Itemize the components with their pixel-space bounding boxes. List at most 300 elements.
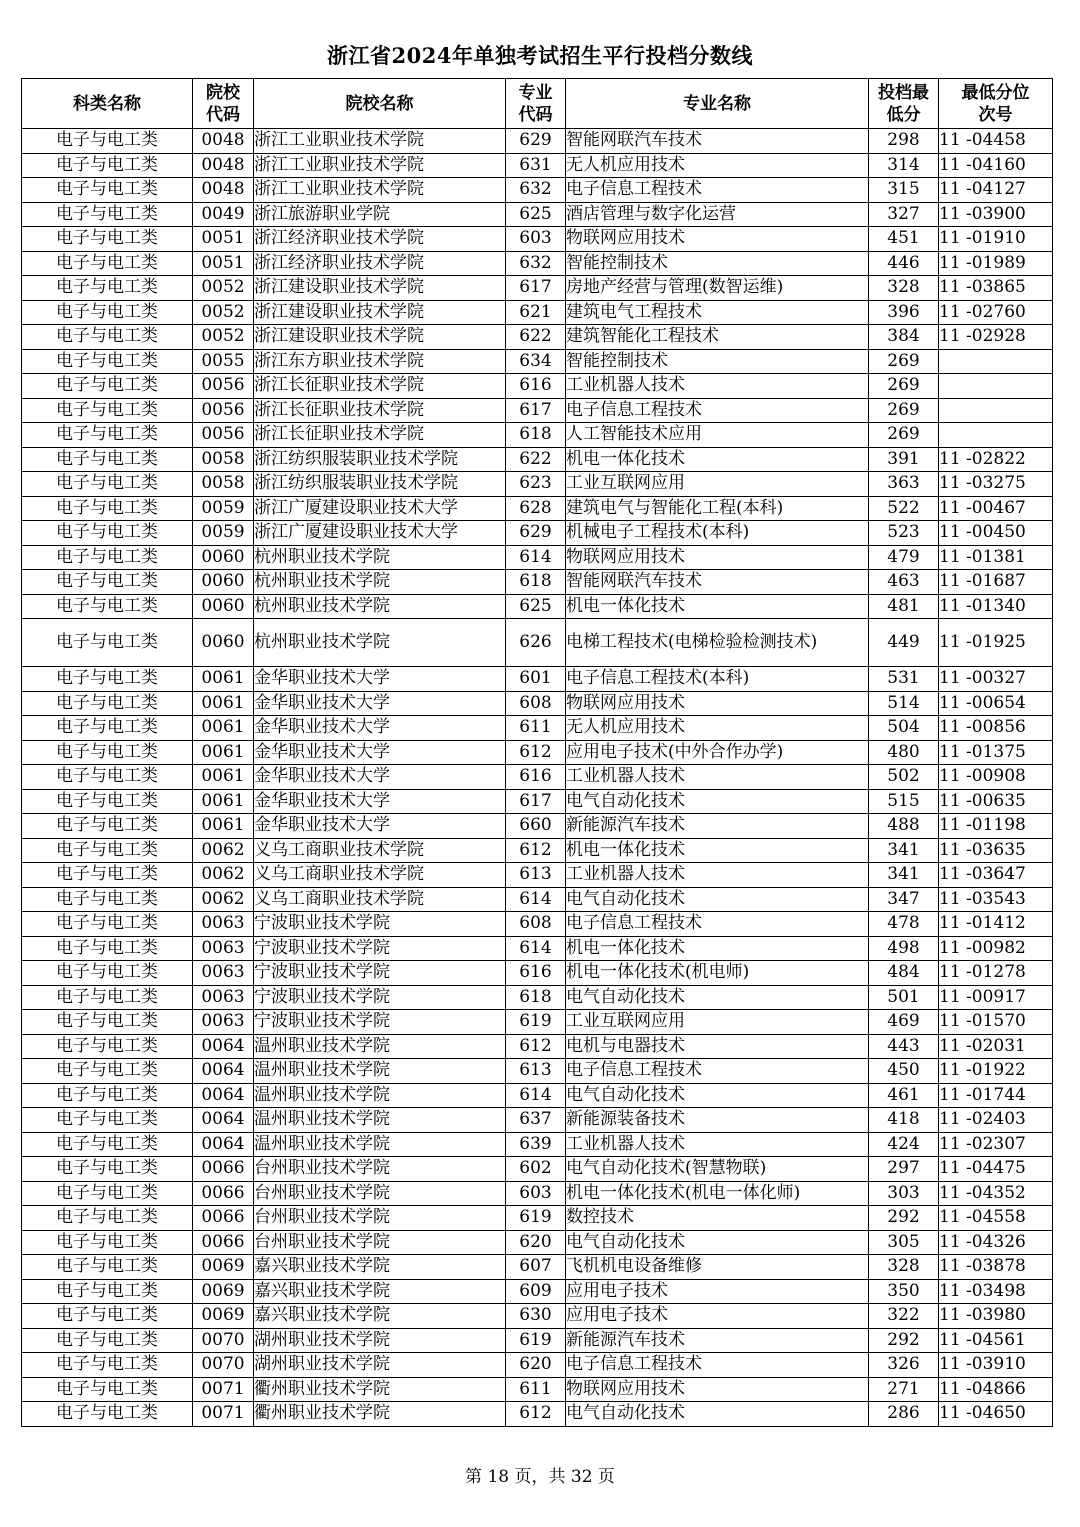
cell-min-score: 478 — [869, 912, 939, 937]
cell-major-name: 机电一体化技术 — [566, 936, 869, 961]
cell-major-name: 电子信息工程技术(本科) — [566, 667, 869, 692]
cell-min-rank: 11 -02031 — [939, 1034, 1053, 1059]
cell-school-name: 嘉兴职业技术学院 — [254, 1304, 506, 1329]
cell-major-name: 建筑电气工程技术 — [566, 300, 869, 325]
table-row — [22, 1304, 1053, 1329]
table-body — [22, 129, 1053, 1427]
cell-major-name: 工业机器人技术 — [566, 765, 869, 790]
table-row — [22, 570, 1053, 595]
cell-school-code: 0063 — [193, 912, 254, 937]
cell-min-score: 514 — [869, 691, 939, 716]
table-row — [22, 1157, 1053, 1182]
cell-major-name: 机电一体化技术(机电一体化师) — [566, 1181, 869, 1206]
cell-major-code: 613 — [506, 863, 566, 888]
cell-school-name: 温州职业技术学院 — [254, 1034, 506, 1059]
cell-min-rank: 11 -02760 — [939, 300, 1053, 325]
cell-school-code: 0071 — [193, 1402, 254, 1427]
cell-major-name: 数控技术 — [566, 1206, 869, 1231]
cell-school-name: 金华职业技术大学 — [254, 765, 506, 790]
cell-major-name: 建筑电气与智能化工程(本科) — [566, 496, 869, 521]
cell-major-name: 电气自动化技术 — [566, 1230, 869, 1255]
cell-major-name: 机械电子工程技术(本科) — [566, 521, 869, 546]
cell-category: 电子与电工类 — [22, 521, 193, 546]
cell-major-code: 618 — [506, 985, 566, 1010]
cell-school-code: 0060 — [193, 619, 254, 667]
table-row — [22, 129, 1053, 154]
cell-school-name: 义乌工商职业技术学院 — [254, 887, 506, 912]
cell-major-code: 625 — [506, 594, 566, 619]
table-row — [22, 472, 1053, 497]
cell-category: 电子与电工类 — [22, 1059, 193, 1084]
cell-category: 电子与电工类 — [22, 814, 193, 839]
cell-major-name: 无人机应用技术 — [566, 153, 869, 178]
cell-school-code: 0052 — [193, 325, 254, 350]
cell-min-rank: 11 -04352 — [939, 1181, 1053, 1206]
cell-major-code: 630 — [506, 1304, 566, 1329]
cell-category: 电子与电工类 — [22, 178, 193, 203]
cell-major-name: 建筑智能化工程技术 — [566, 325, 869, 350]
cell-major-code: 622 — [506, 325, 566, 350]
cell-category: 电子与电工类 — [22, 1402, 193, 1427]
cell-school-name: 金华职业技术大学 — [254, 691, 506, 716]
cell-min-rank: 11 -01198 — [939, 814, 1053, 839]
cell-category: 电子与电工类 — [22, 570, 193, 595]
cell-school-name: 金华职业技术大学 — [254, 716, 506, 741]
cell-min-score: 531 — [869, 667, 939, 692]
cell-category: 电子与电工类 — [22, 936, 193, 961]
cell-school-code: 0058 — [193, 472, 254, 497]
cell-school-code: 0070 — [193, 1328, 254, 1353]
cell-min-score: 396 — [869, 300, 939, 325]
cell-school-name: 衢州职业技术学院 — [254, 1402, 506, 1427]
cell-category: 电子与电工类 — [22, 691, 193, 716]
cell-school-name: 嘉兴职业技术学院 — [254, 1279, 506, 1304]
cell-school-name: 浙江纺织服装职业技术学院 — [254, 447, 506, 472]
cell-min-score: 461 — [869, 1083, 939, 1108]
cell-school-code: 0052 — [193, 276, 254, 301]
cell-major-name: 电气自动化技术(智慧物联) — [566, 1157, 869, 1182]
cell-category: 电子与电工类 — [22, 838, 193, 863]
cell-category: 电子与电工类 — [22, 1034, 193, 1059]
cell-min-score: 418 — [869, 1108, 939, 1133]
cell-min-rank: 11 -03635 — [939, 838, 1053, 863]
cell-category: 电子与电工类 — [22, 619, 193, 667]
cell-min-score: 481 — [869, 594, 939, 619]
table-row — [22, 887, 1053, 912]
cell-min-rank: 11 -01910 — [939, 227, 1053, 252]
cell-min-rank: 11 -04326 — [939, 1230, 1053, 1255]
cell-major-name: 机电一体化技术(机电师) — [566, 961, 869, 986]
table-row — [22, 300, 1053, 325]
cell-school-code: 0069 — [193, 1304, 254, 1329]
cell-category: 电子与电工类 — [22, 472, 193, 497]
table-row — [22, 814, 1053, 839]
cell-major-code: 608 — [506, 691, 566, 716]
cell-major-code: 619 — [506, 1328, 566, 1353]
cell-category: 电子与电工类 — [22, 1181, 193, 1206]
table-row — [22, 251, 1053, 276]
cell-min-rank: 11 -03543 — [939, 887, 1053, 912]
cell-min-score: 326 — [869, 1353, 939, 1378]
cell-major-code: 629 — [506, 129, 566, 154]
cell-school-name: 台州职业技术学院 — [254, 1181, 506, 1206]
cell-school-name: 浙江工业职业技术学院 — [254, 153, 506, 178]
cell-min-rank: 11 -03498 — [939, 1279, 1053, 1304]
cell-major-name: 电子信息工程技术 — [566, 1353, 869, 1378]
cell-category: 电子与电工类 — [22, 153, 193, 178]
cell-major-code: 632 — [506, 251, 566, 276]
table-row — [22, 740, 1053, 765]
cell-min-rank — [939, 349, 1053, 374]
cell-major-code: 632 — [506, 178, 566, 203]
cell-major-code: 618 — [506, 423, 566, 448]
table-row — [22, 789, 1053, 814]
table-row — [22, 153, 1053, 178]
cell-school-name: 浙江长征职业技术学院 — [254, 374, 506, 399]
cell-major-name: 应用电子技术 — [566, 1304, 869, 1329]
table-row — [22, 1328, 1053, 1353]
cell-min-rank: 11 -04561 — [939, 1328, 1053, 1353]
cell-major-name: 新能源汽车技术 — [566, 814, 869, 839]
cell-min-score: 315 — [869, 178, 939, 203]
cell-school-name: 浙江建设职业技术学院 — [254, 276, 506, 301]
cell-min-score: 327 — [869, 202, 939, 227]
cell-min-score: 488 — [869, 814, 939, 839]
cell-school-code: 0060 — [193, 594, 254, 619]
cell-major-name: 电梯工程技术(电梯检验检测技术) — [566, 619, 869, 667]
cell-major-code: 611 — [506, 716, 566, 741]
cell-school-code: 0063 — [193, 1010, 254, 1035]
cell-min-score: 384 — [869, 325, 939, 350]
cell-category: 电子与电工类 — [22, 1010, 193, 1035]
cell-category: 电子与电工类 — [22, 765, 193, 790]
cell-major-code: 619 — [506, 1010, 566, 1035]
cell-category: 电子与电工类 — [22, 961, 193, 986]
cell-min-score: 328 — [869, 1255, 939, 1280]
cell-min-score: 449 — [869, 619, 939, 667]
header-school-name: 院校名称 — [254, 79, 506, 129]
cell-school-name: 宁波职业技术学院 — [254, 985, 506, 1010]
table-row — [22, 398, 1053, 423]
cell-category: 电子与电工类 — [22, 447, 193, 472]
cell-min-score: 480 — [869, 740, 939, 765]
cell-school-code: 0056 — [193, 423, 254, 448]
cell-min-score: 446 — [869, 251, 939, 276]
cell-major-name: 物联网应用技术 — [566, 227, 869, 252]
cell-min-rank: 11 -01278 — [939, 961, 1053, 986]
cell-school-code: 0048 — [193, 129, 254, 154]
cell-major-name: 智能网联汽车技术 — [566, 570, 869, 595]
cell-category: 电子与电工类 — [22, 985, 193, 1010]
cell-school-name: 温州职业技术学院 — [254, 1083, 506, 1108]
cell-major-name: 应用电子技术 — [566, 1279, 869, 1304]
cell-school-name: 浙江建设职业技术学院 — [254, 300, 506, 325]
cell-min-score: 443 — [869, 1034, 939, 1059]
cell-major-code: 612 — [506, 740, 566, 765]
table-row — [22, 961, 1053, 986]
cell-category: 电子与电工类 — [22, 1230, 193, 1255]
cell-min-rank: 11 -00467 — [939, 496, 1053, 521]
cell-school-name: 浙江建设职业技术学院 — [254, 325, 506, 350]
cell-major-code: 603 — [506, 1181, 566, 1206]
cell-school-code: 0064 — [193, 1132, 254, 1157]
table-row — [22, 1010, 1053, 1035]
cell-min-score: 515 — [869, 789, 939, 814]
cell-school-code: 0064 — [193, 1059, 254, 1084]
cell-min-rank: 11 -03275 — [939, 472, 1053, 497]
cell-school-code: 0056 — [193, 398, 254, 423]
cell-min-rank: 11 -03900 — [939, 202, 1053, 227]
cell-major-code: 623 — [506, 472, 566, 497]
table-row — [22, 1377, 1053, 1402]
cell-school-code: 0066 — [193, 1230, 254, 1255]
cell-major-name: 电气自动化技术 — [566, 789, 869, 814]
table-row — [22, 1230, 1053, 1255]
cell-major-name: 智能控制技术 — [566, 349, 869, 374]
cell-major-code: 612 — [506, 838, 566, 863]
cell-school-code: 0063 — [193, 936, 254, 961]
table-row — [22, 936, 1053, 961]
cell-major-name: 工业互联网应用 — [566, 1010, 869, 1035]
cell-category: 电子与电工类 — [22, 496, 193, 521]
cell-major-code: 609 — [506, 1279, 566, 1304]
cell-major-code: 614 — [506, 936, 566, 961]
cell-major-code: 613 — [506, 1059, 566, 1084]
cell-school-code: 0048 — [193, 178, 254, 203]
cell-min-score: 484 — [869, 961, 939, 986]
page-title: 浙江省2024年单独考试招生平行投档分数线 — [327, 43, 753, 68]
cell-min-score: 269 — [869, 398, 939, 423]
cell-category: 电子与电工类 — [22, 1206, 193, 1231]
header-min-score: 投档最低分 — [869, 79, 939, 129]
cell-major-name: 机电一体化技术 — [566, 838, 869, 863]
cell-major-code: 603 — [506, 227, 566, 252]
table-row — [22, 1132, 1053, 1157]
cell-min-score: 463 — [869, 570, 939, 595]
cell-major-code: 625 — [506, 202, 566, 227]
cell-school-code: 0063 — [193, 961, 254, 986]
cell-major-code: 620 — [506, 1353, 566, 1378]
score-table — [21, 78, 1053, 1427]
header-min-rank: 最低分位次号 — [939, 79, 1053, 129]
cell-min-rank: 11 -01687 — [939, 570, 1053, 595]
cell-min-rank: 11 -00917 — [939, 985, 1053, 1010]
table-row — [22, 423, 1053, 448]
cell-major-code: 637 — [506, 1108, 566, 1133]
table-row — [22, 276, 1053, 301]
cell-category: 电子与电工类 — [22, 1377, 193, 1402]
cell-min-score: 271 — [869, 1377, 939, 1402]
cell-major-name: 物联网应用技术 — [566, 545, 869, 570]
table-row — [22, 1181, 1053, 1206]
cell-school-name: 嘉兴职业技术学院 — [254, 1255, 506, 1280]
cell-major-name: 电子信息工程技术 — [566, 398, 869, 423]
table-row — [22, 1402, 1053, 1427]
cell-min-score: 314 — [869, 153, 939, 178]
cell-school-code: 0066 — [193, 1206, 254, 1231]
cell-school-code: 0070 — [193, 1353, 254, 1378]
table-row — [22, 178, 1053, 203]
cell-school-name: 浙江工业职业技术学院 — [254, 178, 506, 203]
cell-min-score: 522 — [869, 496, 939, 521]
cell-category: 电子与电工类 — [22, 912, 193, 937]
table-row — [22, 1206, 1053, 1231]
cell-school-code: 0061 — [193, 740, 254, 765]
cell-category: 电子与电工类 — [22, 349, 193, 374]
cell-major-name: 智能控制技术 — [566, 251, 869, 276]
cell-min-rank: 11 -04650 — [939, 1402, 1053, 1427]
cell-category: 电子与电工类 — [22, 1255, 193, 1280]
table-row — [22, 1108, 1053, 1133]
page-footer: 第 18 页，共 32 页 — [465, 1467, 615, 1487]
cell-major-name: 酒店管理与数字化运营 — [566, 202, 869, 227]
cell-school-code: 0061 — [193, 765, 254, 790]
cell-major-name: 电气自动化技术 — [566, 1402, 869, 1427]
header-category: 科类名称 — [22, 79, 193, 129]
table-row — [22, 691, 1053, 716]
cell-min-rank — [939, 398, 1053, 423]
cell-min-rank: 11 -04475 — [939, 1157, 1053, 1182]
cell-school-name: 浙江旅游职业学院 — [254, 202, 506, 227]
cell-min-score: 286 — [869, 1402, 939, 1427]
cell-major-code: 614 — [506, 545, 566, 570]
cell-school-name: 浙江广厦建设职业技术大学 — [254, 496, 506, 521]
cell-major-name: 智能网联汽车技术 — [566, 129, 869, 154]
cell-min-rank: 11 -01744 — [939, 1083, 1053, 1108]
cell-min-rank: 11 -00856 — [939, 716, 1053, 741]
cell-min-score: 501 — [869, 985, 939, 1010]
cell-school-name: 温州职业技术学院 — [254, 1059, 506, 1084]
cell-major-code: 601 — [506, 667, 566, 692]
table-row — [22, 496, 1053, 521]
cell-major-name: 电子信息工程技术 — [566, 1059, 869, 1084]
cell-school-name: 台州职业技术学院 — [254, 1157, 506, 1182]
cell-min-score: 341 — [869, 863, 939, 888]
cell-major-code: 612 — [506, 1034, 566, 1059]
table-row — [22, 1034, 1053, 1059]
cell-major-code: 614 — [506, 1083, 566, 1108]
cell-category: 电子与电工类 — [22, 1304, 193, 1329]
cell-min-rank: 11 -01340 — [939, 594, 1053, 619]
cell-min-rank: 11 -04127 — [939, 178, 1053, 203]
cell-category: 电子与电工类 — [22, 887, 193, 912]
table-row — [22, 619, 1053, 667]
cell-school-code: 0064 — [193, 1108, 254, 1133]
cell-min-rank: 11 -04160 — [939, 153, 1053, 178]
cell-min-score: 347 — [869, 887, 939, 912]
table-row — [22, 594, 1053, 619]
cell-school-name: 浙江经济职业技术学院 — [254, 251, 506, 276]
cell-min-rank: 11 -01412 — [939, 912, 1053, 937]
cell-school-code: 0055 — [193, 349, 254, 374]
cell-school-code: 0058 — [193, 447, 254, 472]
cell-min-rank: 11 -02822 — [939, 447, 1053, 472]
cell-school-name: 金华职业技术大学 — [254, 667, 506, 692]
cell-min-score: 328 — [869, 276, 939, 301]
cell-school-name: 温州职业技术学院 — [254, 1108, 506, 1133]
cell-category: 电子与电工类 — [22, 716, 193, 741]
cell-school-code: 0062 — [193, 838, 254, 863]
cell-min-rank: 11 -03910 — [939, 1353, 1053, 1378]
cell-min-score: 523 — [869, 521, 939, 546]
cell-school-code: 0069 — [193, 1279, 254, 1304]
cell-school-name: 义乌工商职业技术学院 — [254, 863, 506, 888]
cell-min-rank: 11 -00654 — [939, 691, 1053, 716]
cell-school-name: 浙江广厦建设职业技术大学 — [254, 521, 506, 546]
cell-school-name: 金华职业技术大学 — [254, 814, 506, 839]
cell-min-rank: 11 -03980 — [939, 1304, 1053, 1329]
cell-major-code: 620 — [506, 1230, 566, 1255]
cell-min-score: 305 — [869, 1230, 939, 1255]
cell-min-score: 451 — [869, 227, 939, 252]
cell-major-code: 621 — [506, 300, 566, 325]
cell-major-code: 628 — [506, 496, 566, 521]
cell-min-score: 269 — [869, 423, 939, 448]
cell-major-name: 机电一体化技术 — [566, 447, 869, 472]
header-row — [22, 79, 1053, 129]
cell-min-rank: 11 -01375 — [939, 740, 1053, 765]
cell-min-rank: 11 -01989 — [939, 251, 1053, 276]
cell-major-name: 电子信息工程技术 — [566, 178, 869, 203]
cell-school-code: 0061 — [193, 814, 254, 839]
cell-category: 电子与电工类 — [22, 789, 193, 814]
cell-major-name: 房地产经营与管理(数智运维) — [566, 276, 869, 301]
cell-min-rank: 11 -02928 — [939, 325, 1053, 350]
cell-school-code: 0052 — [193, 300, 254, 325]
cell-school-name: 宁波职业技术学院 — [254, 912, 506, 937]
table-row — [22, 765, 1053, 790]
cell-category: 电子与电工类 — [22, 202, 193, 227]
cell-school-code: 0051 — [193, 227, 254, 252]
table-row — [22, 1083, 1053, 1108]
cell-major-code: 611 — [506, 1377, 566, 1402]
cell-major-name: 工业机器人技术 — [566, 374, 869, 399]
table-row — [22, 985, 1053, 1010]
cell-major-code: 619 — [506, 1206, 566, 1231]
cell-category: 电子与电工类 — [22, 1132, 193, 1157]
cell-school-code: 0063 — [193, 985, 254, 1010]
cell-school-code: 0062 — [193, 863, 254, 888]
table-row — [22, 202, 1053, 227]
cell-min-score: 450 — [869, 1059, 939, 1084]
table-row — [22, 545, 1053, 570]
cell-school-code: 0061 — [193, 789, 254, 814]
cell-major-code: 612 — [506, 1402, 566, 1427]
cell-category: 电子与电工类 — [22, 1108, 193, 1133]
cell-min-score: 504 — [869, 716, 939, 741]
cell-school-name: 湖州职业技术学院 — [254, 1328, 506, 1353]
cell-major-name: 电气自动化技术 — [566, 985, 869, 1010]
cell-major-name: 电子信息工程技术 — [566, 912, 869, 937]
cell-category: 电子与电工类 — [22, 1279, 193, 1304]
cell-school-code: 0061 — [193, 716, 254, 741]
table-row — [22, 1353, 1053, 1378]
cell-major-code: 639 — [506, 1132, 566, 1157]
cell-school-name: 浙江纺织服装职业技术学院 — [254, 472, 506, 497]
table-row — [22, 349, 1053, 374]
cell-category: 电子与电工类 — [22, 325, 193, 350]
cell-min-score: 322 — [869, 1304, 939, 1329]
cell-category: 电子与电工类 — [22, 545, 193, 570]
cell-category: 电子与电工类 — [22, 423, 193, 448]
cell-min-score: 363 — [869, 472, 939, 497]
cell-major-name: 应用电子技术(中外合作办学) — [566, 740, 869, 765]
cell-min-rank: 11 -01570 — [939, 1010, 1053, 1035]
cell-category: 电子与电工类 — [22, 740, 193, 765]
cell-min-rank: 11 -04558 — [939, 1206, 1053, 1231]
table-row — [22, 1279, 1053, 1304]
cell-min-score: 298 — [869, 129, 939, 154]
